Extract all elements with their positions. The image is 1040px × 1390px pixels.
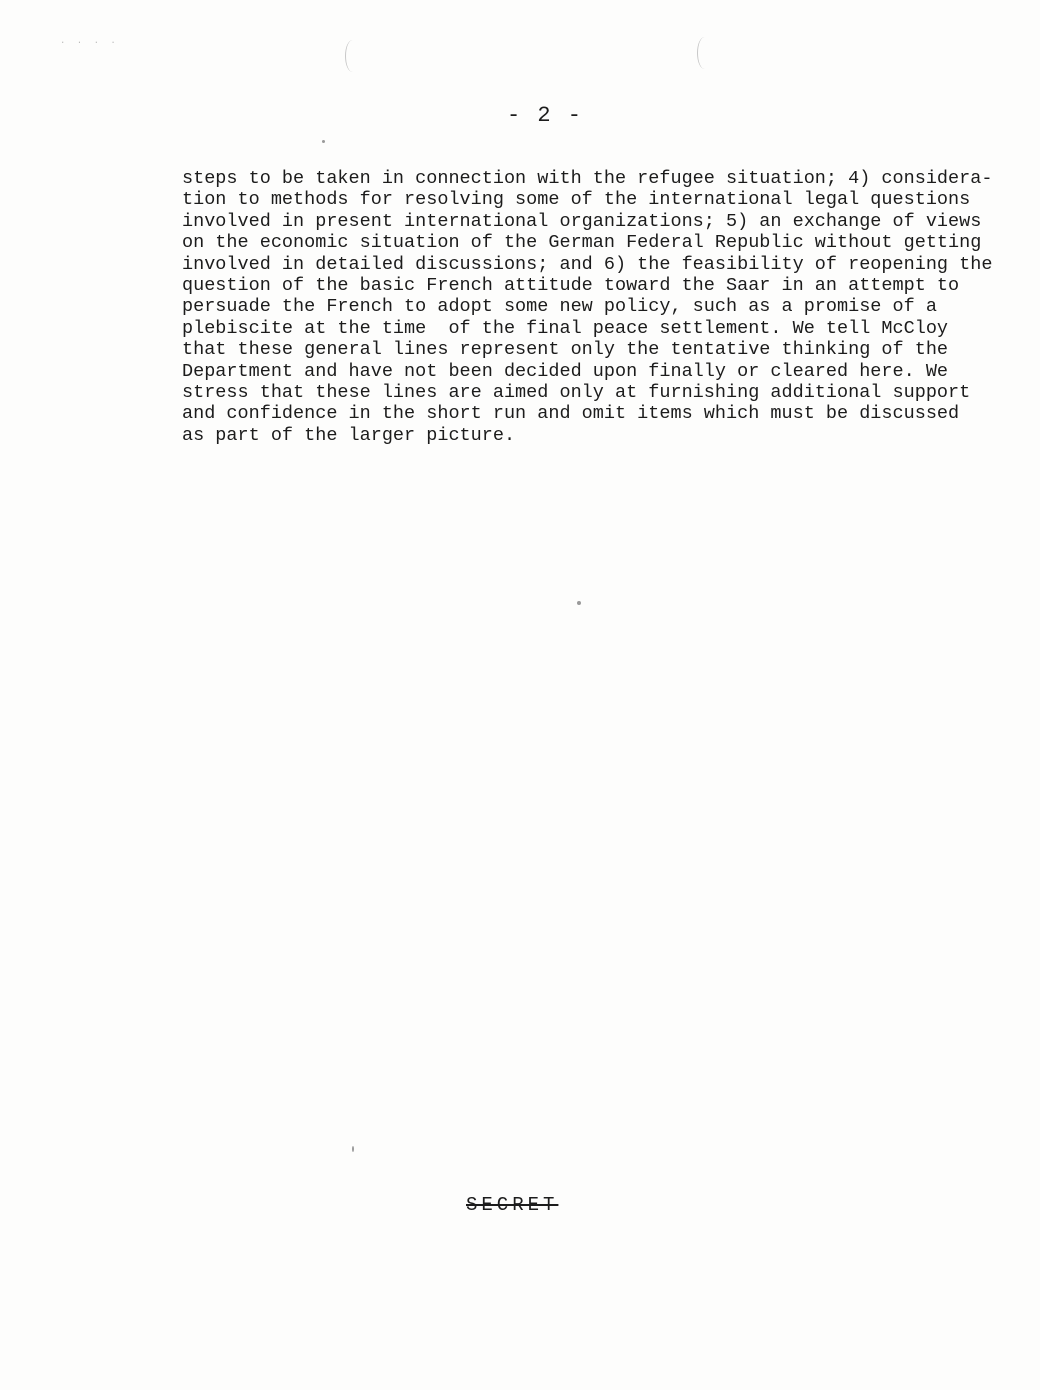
- text-line: Department and have not been decided upon finally or cleared here. We: [182, 360, 949, 382]
- text-line: steps to be taken in connection with the refugee situation; 4) considera-: [182, 168, 993, 189]
- faint-corner-marks: · · · ·: [60, 38, 119, 48]
- paper-speck: [322, 140, 325, 143]
- text-line: persuade the French to adopt some new policy, such as a promise of a: [182, 296, 937, 318]
- text-line: stress that these lines are aimed only at furnishing additional support: [182, 382, 971, 404]
- text-line: question of the basic French attitude toward the Saar in an attempt to: [182, 275, 960, 297]
- page-number: - 2 -: [506, 103, 583, 128]
- text-line: on the economic situation of the German Federal Republic without getting: [182, 232, 982, 254]
- text-line: as part of the larger picture.: [182, 424, 516, 446]
- text-line: plebiscite at the time of the final peace settlement. We tell McCloy: [182, 317, 949, 339]
- paper-speck: [352, 1146, 354, 1152]
- punch-hole-mark: [697, 37, 712, 69]
- punch-hole-mark: [345, 40, 360, 72]
- text-line: that these general lines represent only the tentative thinking of the: [182, 339, 949, 361]
- text-line: tion to methods for resolving some of the international legal questions: [182, 189, 971, 211]
- text-line: and confidence in the short run and omit items which must be discussed: [182, 403, 960, 425]
- classification-stamp: SECRET: [466, 1194, 559, 1216]
- text-line: involved in present international organizations; 5) an exchange of views: [182, 210, 982, 232]
- paper-speck: [577, 601, 581, 605]
- body-paragraph: [182, 168, 993, 446]
- text-line: involved in detailed discussions; and 6) the feasibility of reopening the: [182, 253, 993, 275]
